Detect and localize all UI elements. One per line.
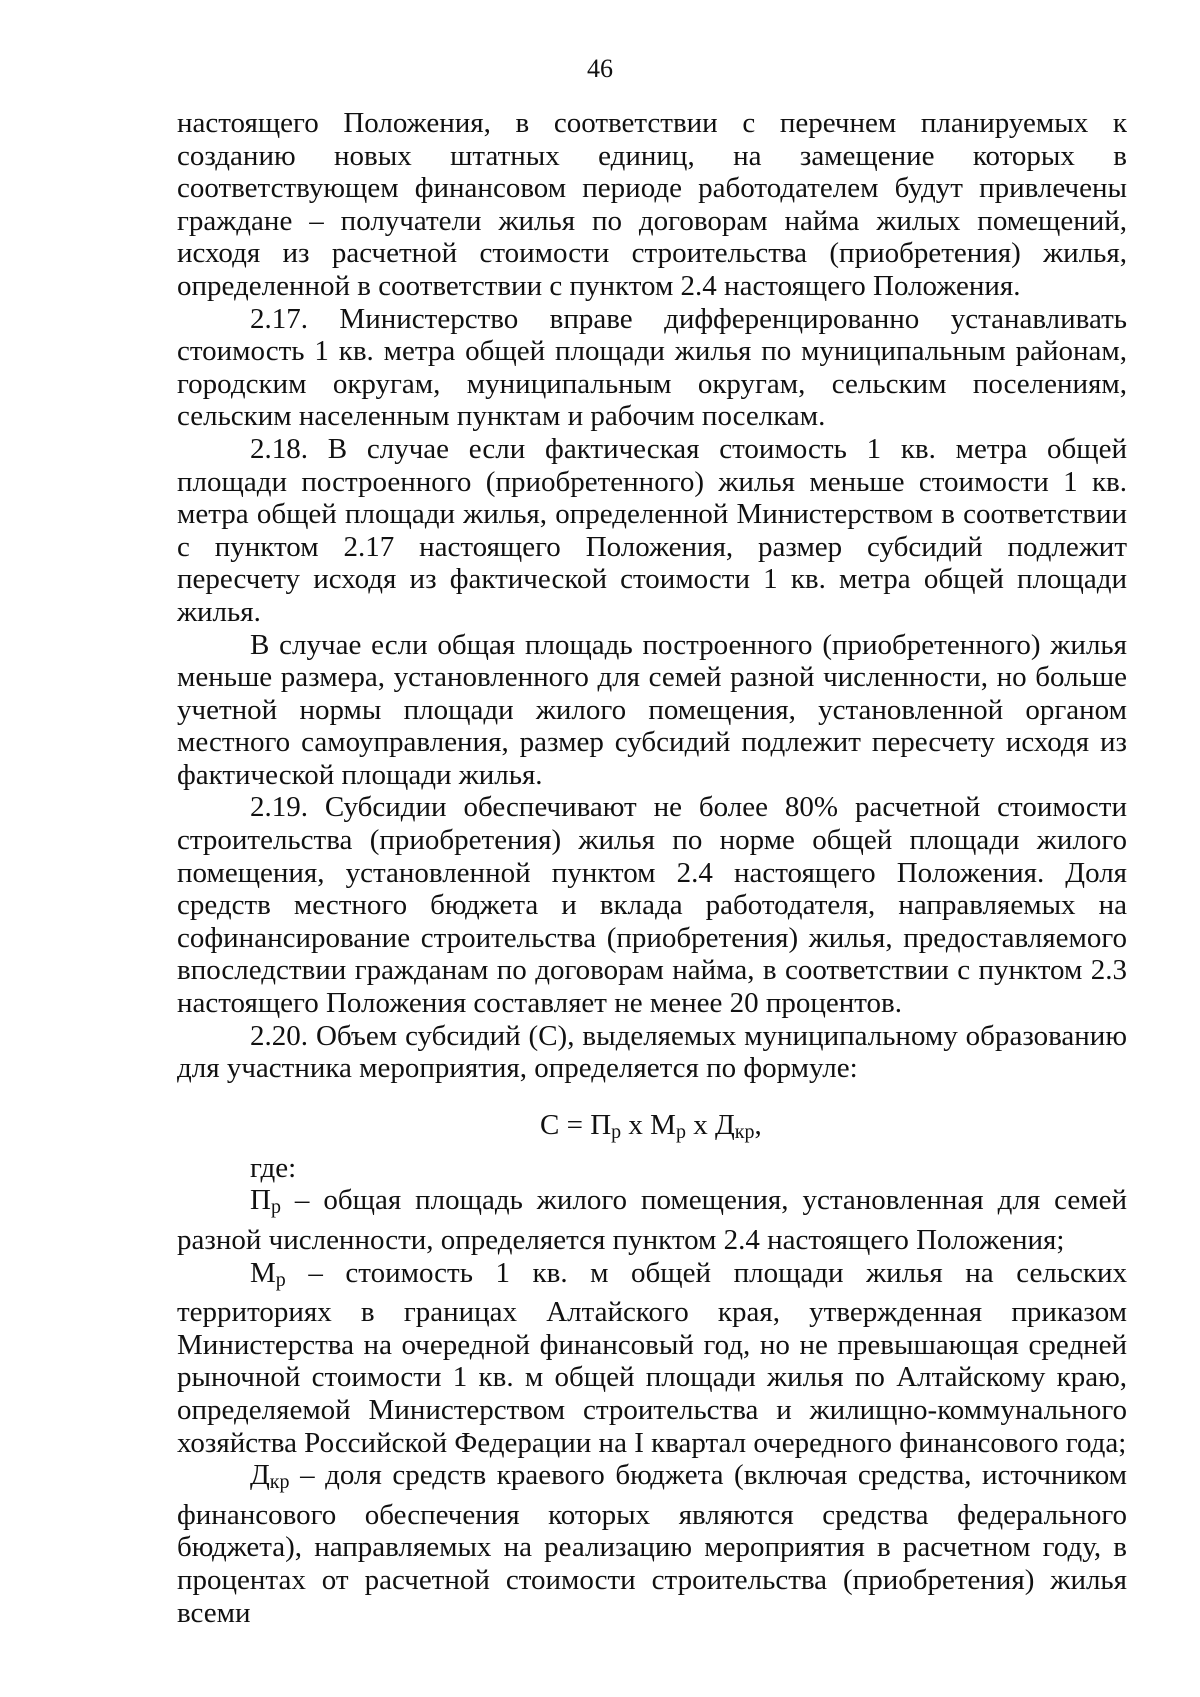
definition-mr	[177, 1257, 1127, 1460]
paragraph-2-17: 2.17. Министерство вправе дифференцированно устанавливать стоимость 1 кв. метра общей площади жилья по муниципальным районам, городским округам, муниципальным округам, сельским поселениям, сельским населенным пунктам и рабочим поселкам.	[177, 302, 1127, 433]
definition-pr-text: – общая площадь жилого помещения, установленная для семей разной численности, определяется пунктом 2.4 настоящего Положения;	[177, 1184, 1127, 1256]
definition-mr-symbol: М	[250, 1256, 276, 1289]
subsidy-formula	[177, 1108, 1127, 1149]
where-label: где:	[250, 1151, 297, 1184]
formula-sub-dkr: кр	[734, 1120, 755, 1143]
formula-mid-mr: х М	[621, 1108, 676, 1141]
definition-pr-symbol: П	[250, 1184, 271, 1217]
paragraph-2-20: 2.20. Объем субсидий (С), выделяемых муниципальному образованию для участника мероприятия, определяется по формуле:	[177, 1019, 1127, 1085]
formula-tail: ,	[754, 1108, 762, 1141]
paragraph-2-18-area: В случае если общая площадь построенного (приобретенного) жилья меньше размера, установленного для семей разной численности, но больше учетной нормы площади жилого помещения, установленной органом местного самоуправления, размер субсидий подлежит пересчету исходя из фактической площади жилья.	[177, 628, 1127, 791]
definition-dkr-text: – доля средств краевого бюджета (включая средства, источником финансового обеспечения которых являются средства федерального бюджета), направляемых на реализацию мероприятия в расчетном году, в процентах от расчетной стоимости строительства (приобретения) жилья всеми	[177, 1459, 1127, 1629]
definition-mr-text: – стоимость 1 кв. м общей площади жилья на сельских территориях в границах Алтайского края, утвержденная приказом Министерства на очередной финансовый год, но не превышающая средней рыночной стоимости 1 кв. м общей площади жилья по Алтайскому краю, определяемой Министерством строительства и жилищно-коммунального хозяйства Российской Федерации на I квартал очередного финансового года;	[177, 1256, 1127, 1459]
formula-lhs: С = П	[540, 1108, 612, 1141]
formula-sub-mr: р	[675, 1120, 686, 1143]
definition-mr-subscript: р	[275, 1268, 286, 1291]
paragraph-2-19: 2.19. Субсидии обеспечивают не более 80% расчетной стоимости строительства (приобретения) жилья по норме общей площади жилого помещения, установленной пунктом 2.4 настоящего Положения. Доля средств местного бюджета и вклада работодателя, направляемых на софинансирование строительства (приобретения) жилья, предоставляемого впоследствии гражданам по договорам найма, в соответствии с пунктом 2.3 настоящего Положения составляет не менее 20 процентов.	[177, 791, 1127, 1020]
paragraph-continuation: настоящего Положения, в соответствии с перечнем планируемых к созданию новых штатных единиц, на замещение которых в соответствующем финансовом периоде работодателем будут привлечены граждане – получатели жилья по договорам найма жилых помещений, исходя из расчетной стоимости строительства (приобретения) жилья, определенной в соответствии с пунктом 2.4 настоящего Положения.	[177, 107, 1127, 302]
page-number: 46	[587, 54, 613, 83]
definition-pr-subscript: р	[270, 1196, 281, 1219]
definition-dkr-symbol: Д	[250, 1459, 270, 1492]
definition-dkr	[177, 1459, 1127, 1629]
definition-dkr-subscript: кр	[269, 1471, 290, 1494]
definition-pr	[177, 1184, 1127, 1256]
formula-mid-dkr: х Д	[685, 1108, 735, 1141]
formula-sub-pr: р	[611, 1120, 622, 1143]
document-body	[177, 107, 1127, 1629]
paragraph-2-18: 2.18. В случае если фактическая стоимость 1 кв. метра общей площади построенного (приобретенного) жилья меньше стоимости 1 кв. метра общей площади жилья, определенной Министерством в соответствии с пунктом 2.17 настоящего Положения, размер субсидий подлежит пересчету исходя из фактической стоимости 1 кв. метра общей площади жилья.	[177, 432, 1127, 628]
